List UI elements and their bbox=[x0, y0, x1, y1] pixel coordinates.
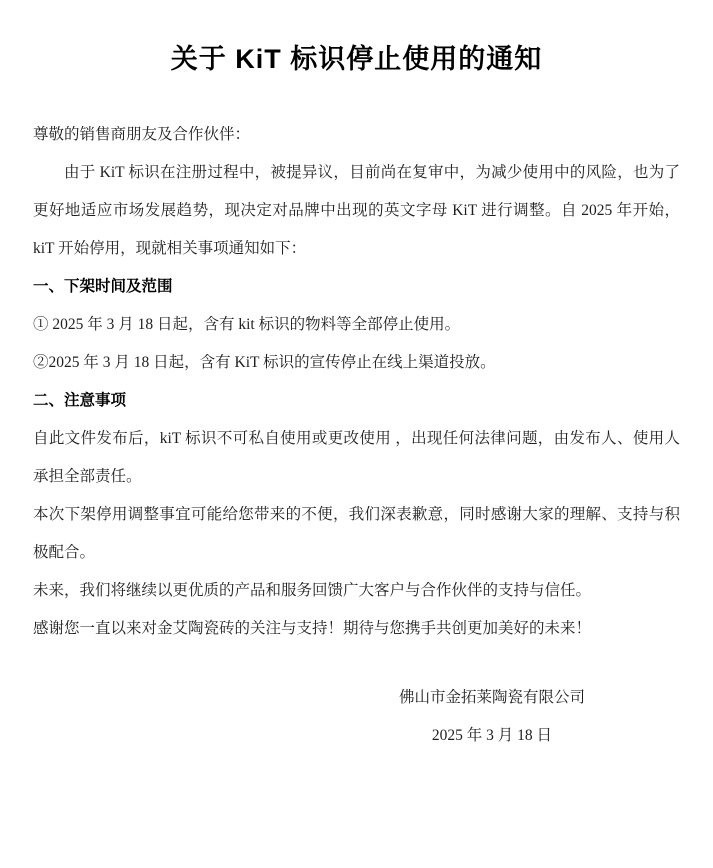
section-1-item-1: ① 2025 年 3 月 18 日起，含有 kit 标识的物料等全部停止使用。 bbox=[33, 316, 461, 333]
intro-paragraph: 由于 KiT 标识在注册过程中，被提异议，目前尚在复审中，为减少使用中的风险，也为了更好地适应市场发展趋势，现决定对品牌中出现的英文字母 KiT 进行调整。自 2025 年开始，kiT 开始停用，现就相关事项通知如下： bbox=[33, 164, 680, 257]
document-page bbox=[0, 41, 713, 868]
section-2-paragraph-1: 自此文件发布后，kiT 标识不可私自使用或更改使用 ，出现任何法律问题，由发布人、使用人承担全部责任。 bbox=[33, 430, 680, 485]
section-2-paragraph-4: 感谢您一直以来对金艾陶瓷砖的关注与支持！期待与您携手共创更加美好的未来！ bbox=[33, 620, 592, 637]
section-1-item-2: ②2025 年 3 月 18 日起，含有 KiT 标识的宣传停止在线上渠道投放。 bbox=[33, 354, 496, 371]
section-2-paragraph-2: 本次下架停用调整事宜可能给您带来的不便，我们深表歉意，同时感谢大家的理解、支持与积极配合。 bbox=[33, 506, 680, 561]
signature-block bbox=[372, 679, 612, 755]
document-title: 关于 KiT 标识停止使用的通知 bbox=[170, 44, 543, 74]
signature-date: 2025 年 3 月 18 日 bbox=[431, 727, 553, 744]
section-1-heading: 一、下架时间及范围 bbox=[33, 278, 173, 295]
section-2-paragraph-3: 未来，我们将继续以更优质的产品和服务回馈广大客户与合作伙伴的支持与信任。 bbox=[33, 582, 592, 599]
section-2-heading: 二、注意事项 bbox=[33, 392, 127, 409]
document-body bbox=[33, 116, 680, 755]
salutation-line: 尊敬的销售商朋友及合作伙伴： bbox=[33, 126, 251, 143]
notice-document bbox=[0, 41, 713, 755]
signature-company-name: 佛山市金拓莱陶瓷有限公司 bbox=[398, 689, 585, 706]
